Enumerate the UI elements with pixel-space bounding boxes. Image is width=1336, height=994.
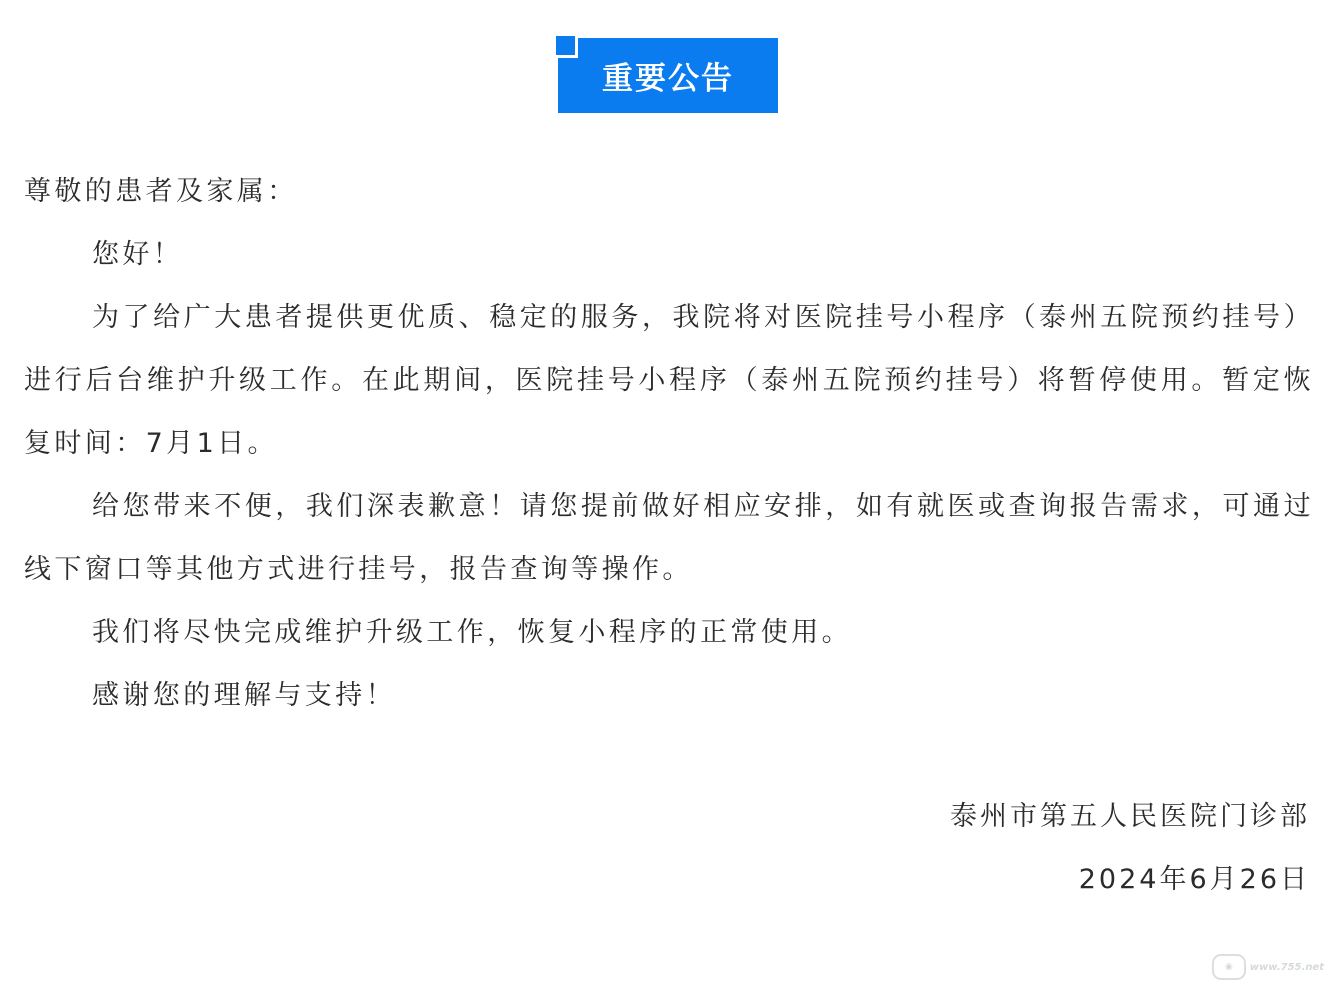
notice-paragraph-restore: 我们将尽快完成维护升级工作，恢复小程序的正常使用。 [92,617,852,648]
notice-salutation: 尊敬的患者及家属： [24,176,298,207]
watermark-logo-icon: ◉ [1212,954,1246,980]
notice-signature [950,785,1310,911]
page-title: 重要公告 [602,61,734,97]
notice-paragraph-thanks: 感谢您的理解与支持！ [92,680,396,711]
notice-body [24,160,1314,727]
notice-paragraph-apology: 给您带来不便，我们深表歉意！请您提前做好相应安排，如有就医或查询报告需求，可通过线下窗口等其他方式进行挂号，报告查询等操作。 [24,491,1314,585]
signature-date: 2024年6月26日 [1078,864,1310,895]
notice-paragraph-maintenance: 为了给广大患者提供更优质、稳定的服务，我院将对医院挂号小程序（泰州五院预约挂号）进行后台维护升级工作。在此期间，医院挂号小程序（泰州五院预约挂号）将暂停使用。暂定恢复时间：7月1日。 [24,302,1314,459]
site-watermark [1212,954,1324,980]
title-banner [558,38,778,113]
watermark-text: www.755.net [1249,961,1324,973]
notice-paragraph-greeting: 您好！ [92,239,184,270]
signature-organization: 泰州市第五人民医院门诊部 [950,801,1310,832]
